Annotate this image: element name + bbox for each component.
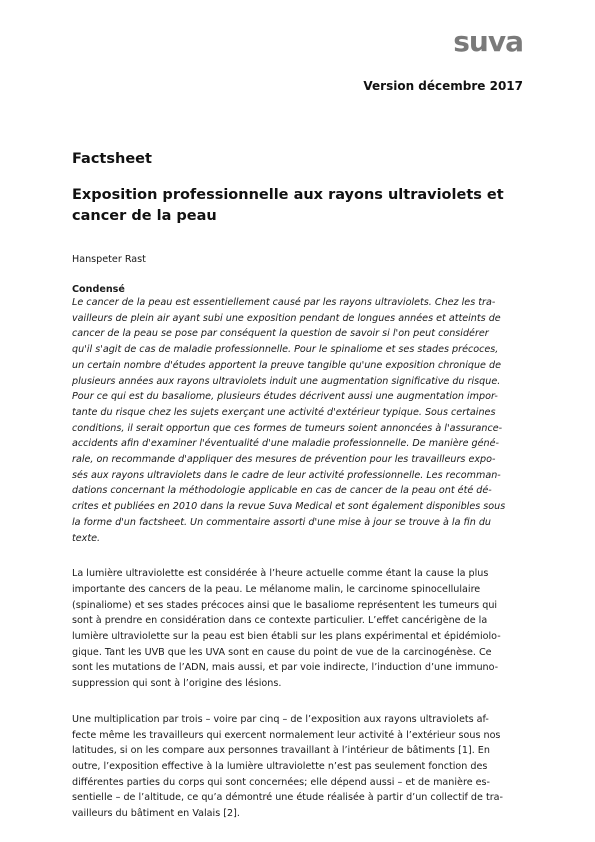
- body-paragraph-2: [72, 712, 524, 822]
- body-paragraph-1: [72, 566, 524, 692]
- abstract-line: Le cancer de la peau est essentiellement causé par les rayons ultraviolets. Chez les tra-: [72, 297, 496, 308]
- document-body: [72, 150, 524, 822]
- abstract-line: sés aux rayons ultraviolets dans le cadre de leur activité professionnelle. Les recomman-: [72, 469, 501, 481]
- title-line: cancer de la peau: [72, 208, 217, 224]
- suva-logo: suva: [453, 25, 523, 58]
- paragraph-line: (spinaliome) et ses stades précoces ainsi que le basaliome représentent les tumeurs qui: [72, 599, 498, 611]
- author-name: Hanspeter Rast: [72, 254, 146, 265]
- version-date: Version décembre 2017: [363, 79, 523, 93]
- abstract-line: rale, on recommande d'appliquer des mesures de prévention pour les travailleurs expo-: [72, 454, 496, 466]
- abstract-line: un certain nombre d'études apportent la preuve tangible qu'une exposition chronique de: [72, 359, 501, 371]
- title-line: Exposition professionnelle aux rayons ultraviolets et: [72, 187, 504, 203]
- document-title: [72, 185, 502, 227]
- paragraph-line: lumière ultraviolette sur la peau est bien établi sur les plans expérimental et épidémiolo-: [72, 631, 501, 643]
- abstract-line: conditions, il serait opportun que ces formes de tumeurs soient annoncées à l'assurance-: [72, 422, 503, 434]
- abstract-line: texte.: [72, 532, 101, 544]
- paragraph-line: sont à prendre en considération dans ce contexte particulier. L’effet cancérigène de la: [72, 615, 488, 627]
- paragraph-line: importante des cancers de la peau. Le mélanome malin, le carcinome spinocellulaire: [72, 583, 481, 595]
- paragraph-line: latitudes, si on les compare aux personnes travaillant à l’intérieur de bâtiments [1]. En: [72, 745, 490, 757]
- abstract-line: vailleurs de plein air ayant subi une exposition pendant de longues années et atteints de: [72, 312, 501, 324]
- abstract-line: dations concernant la méthodologie applicable en cas de cancer de la peau ont été dé-: [72, 485, 492, 497]
- abstract-line: plusieurs années aux rayons ultraviolets induit une augmentation significative du risque.: [72, 375, 501, 387]
- paragraph-line: fecte même les travailleurs qui exercent normalement leur activité à l’extérieur sous nos: [72, 729, 501, 741]
- abstract-line: qu'il s'agit de cas de maladie professionnelle. Pour le spinaliome et ses stades précoces,: [72, 344, 499, 356]
- abstract-line: la forme d'un factsheet. Un commentaire assorti d'une mise à jour se trouve à la fin du: [72, 516, 491, 528]
- abstract-heading: Condensé: [72, 284, 125, 295]
- paragraph-line: différentes parties du corps qui sont concernées; elle dépend aussi – et de manière es-: [72, 776, 491, 788]
- paragraph-line: outre, l’exposition effective à la lumière ultraviolette n’est pas seulement fonction des: [72, 760, 488, 772]
- paragraph-line: sentielle – de l’altitude, ce qu’a démontré une étude réalisée à partir d’un collectif de tra-: [72, 792, 504, 804]
- paragraph-line: Une multiplication par trois – voire par cinq – de l’exposition aux rayons ultraviolets af-: [72, 713, 489, 725]
- abstract-line: tante du risque chez les sujets exerçant une activité d'extérieur typique. Sous certaines: [72, 406, 496, 418]
- paragraph-line: La lumière ultraviolette est considérée à l’heure actuelle comme étant la cause la plus: [72, 568, 489, 580]
- paragraph-line: vailleurs du bâtiment en Valais [2].: [72, 808, 240, 820]
- paragraph-line: suppression qui sont à l’origine des lésions.: [72, 678, 282, 690]
- abstract-line: accidents afin d'examiner l'éventualité d'une maladie professionnelle. De manière géné-: [72, 438, 499, 450]
- paragraph-line: gique. Tant les UVB que les UVA sont en cause du point de vue de la carcinogénèse. Ce: [72, 646, 492, 658]
- abstract-line: Pour ce qui est du basaliome, plusieurs études décrivent aussi une augmentation impor-: [72, 391, 498, 403]
- document-type: Factsheet: [72, 151, 152, 167]
- abstract-line: crites et publiées en 2010 dans la revue Suva Medical et sont également disponibles sous: [72, 501, 506, 513]
- abstract-line: cancer de la peau se pose par conséquent la question de savoir si l'on peut considérer: [72, 328, 489, 340]
- paragraph-line: sont les mutations de l’ADN, mais aussi, et par voie indirecte, l’induction d’une immuno-: [72, 662, 499, 674]
- abstract-text: [72, 295, 524, 546]
